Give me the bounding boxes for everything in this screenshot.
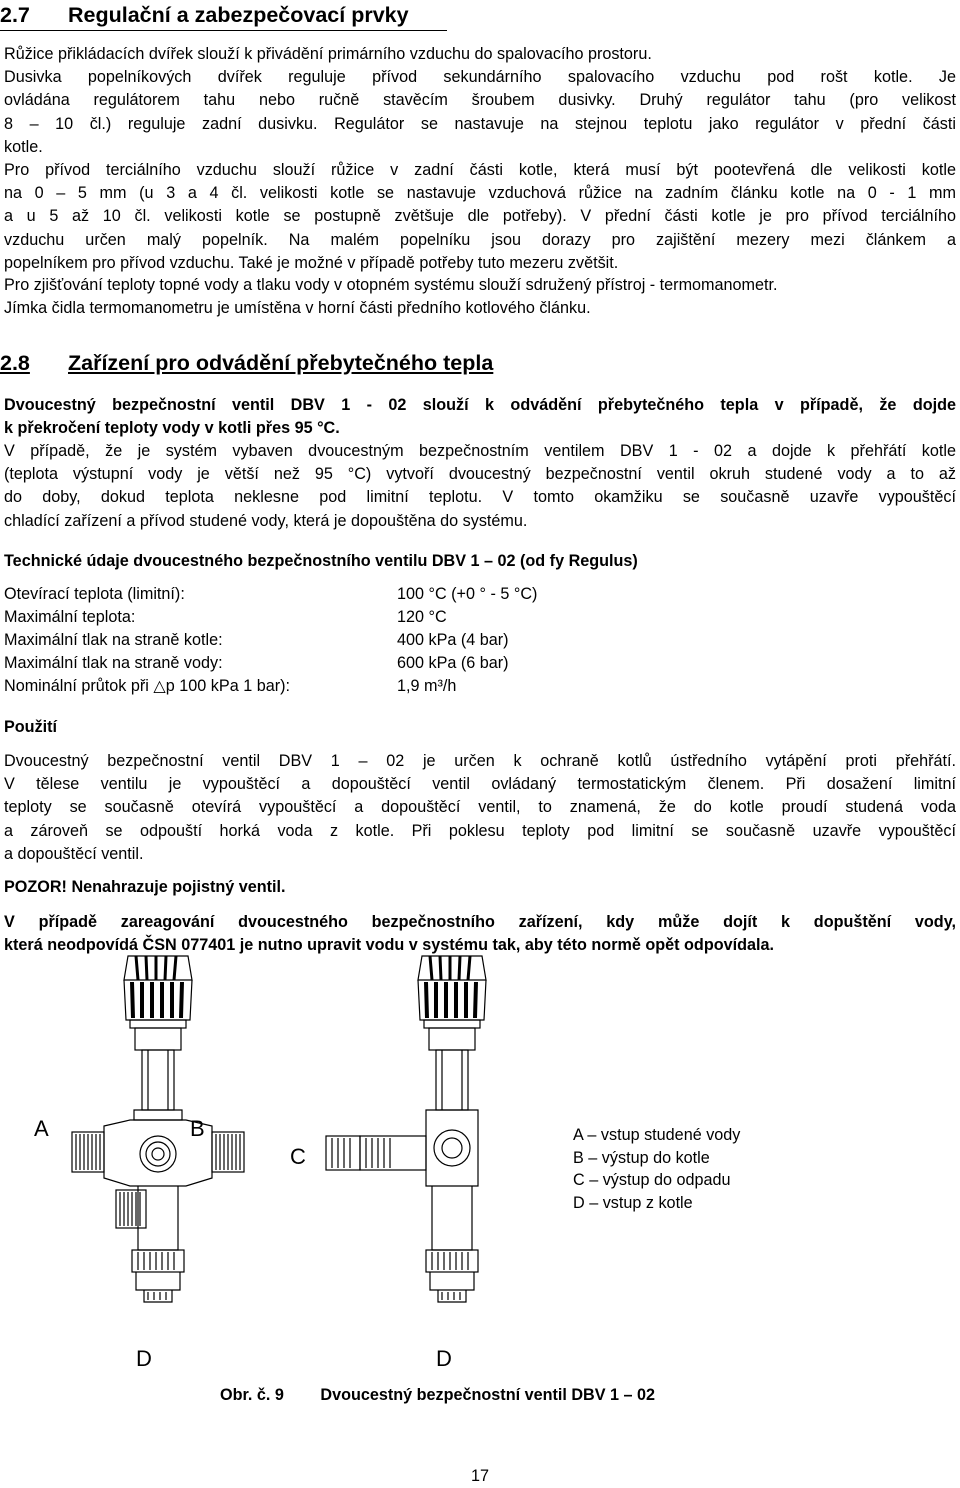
figure-caption	[220, 1384, 655, 1407]
caption-number: Obr. č. 9	[220, 1386, 284, 1404]
section-title: Zařízení pro odvádění přebytečného tepla	[68, 351, 494, 375]
spec-row	[4, 675, 604, 698]
paragraph-primary-air	[4, 43, 956, 159]
figure-label-c: C	[290, 1144, 306, 1169]
figure-legend	[573, 1124, 740, 1214]
figure-label-b: B	[190, 1116, 205, 1141]
text-line: Dusivka popelníkových dvířek reguluje přívod sekundárního spalovacího vzduchu pod rošt kotle. Je	[4, 68, 956, 87]
text-line: teploty se současně otevírá vypouštěcí a dopouštěcí ventil, to znamená, že do kotle proudí studená voda	[4, 798, 956, 817]
legend-item: B – výstup do kotle	[573, 1148, 710, 1167]
spec-row	[4, 629, 604, 652]
legend-item: D – vstup z kotle	[573, 1193, 693, 1212]
valve-drawing	[20, 950, 560, 1380]
tech-data-heading: Technické údaje dvoucestného bezpečnostního ventilu DBV 1 – 02 (od fy Regulus)	[4, 552, 638, 570]
spec-label: Otevírací teplota (limitní):	[4, 585, 185, 603]
text-line: Dvoucestný bezpečnostní ventil DBV 1 – 02 je určen k ochraně kotlů ústředního vytápění proti přehřátí.	[4, 752, 956, 770]
text-line: a dopouštěcí ventil.	[4, 844, 144, 863]
text-line: 8 – 10 čl.) reguluje zadní dusivku. Regulátor se nastavuje na stejnou teplotu jako regulátor v přední části	[4, 114, 956, 133]
figure-label-d-left: D	[136, 1346, 152, 1371]
text-line: a u 5 až 10 čl. velikosti kotle se postupně zvětšuje dle potřeby). V přední části kotle je pro přívod terciálního	[4, 207, 956, 226]
legend-item: C – výstup do odpadu	[573, 1171, 731, 1190]
text-line: na 0 – 5 mm (u 3 a 4 čl. velikosti kotle se nastavuje vzduchová růžice na zadním článku kotle na 0 - 1 mm	[4, 184, 956, 203]
text-line: Jímka čidla termomanometru je umístěna v horní části předního kotlového článku.	[4, 299, 591, 318]
figure-label-d-right: D	[436, 1346, 452, 1371]
paragraph-usage	[4, 750, 956, 866]
spec-value: 100 °C (+0 ° - 5 °C)	[397, 585, 538, 603]
text-line: Pro přívod terciálního vzduchu slouží růžice v zadní části kotle, která musí být pootevřená dle velikosti kotle	[4, 161, 956, 179]
text-line: vzduchu určen malý popelník. Na malém popelníku jsou dorazy pro zajištění mezery mezi článkem a	[4, 230, 956, 249]
section-number: 2.8	[0, 351, 30, 375]
section-heading-2-7	[0, 2, 460, 28]
text-line: ovládána regulátorem tahu nebo ručně stavěcím šroubem dusivky. Druhý regulátor tahu (pro velikost	[4, 91, 956, 110]
paragraph-valve-function	[4, 440, 956, 533]
page-number: 17	[470, 1467, 489, 1485]
section-title: Regulační a zabezpečovací prvky	[68, 3, 409, 27]
text-line: popelníkem pro přívod vzduchu. Také je možné v případě potřeby tuto mezeru zvětšit.	[4, 253, 619, 272]
text-line: (teplota výstupní vody je větší než 95 °C) vytvoří dvoucestný bezpečnostní ventil okruh studené vody a to až	[4, 465, 956, 484]
spec-row	[4, 583, 604, 606]
text-line: chladící zařízení a přívod studené vody, která je dopouštěna do systému.	[4, 511, 528, 530]
text-line: V případě zareagování dvoucestného bezpečnostního zařízení, kdy může dojít k dopuštění vody,	[4, 913, 956, 931]
spec-row	[4, 606, 604, 629]
text-line: a zároveň se odpouští horká voda z kotle. Při poklesu teploty pod limitní se současně uzavře vypouštěcí	[4, 821, 956, 840]
warning-text: POZOR! Nenahrazuje pojistný ventil.	[4, 878, 286, 896]
spec-value: 400 kPa (4 bar)	[397, 631, 509, 649]
paragraph-valve-intro	[4, 394, 956, 440]
legend-item: A – vstup studené vody	[573, 1126, 741, 1144]
text-line: Dvoucestný bezpečnostní ventil DBV 1 - 02 slouží k odvádění přebytečného tepla v případě, že dojde	[4, 396, 956, 414]
section-number: 2.7	[0, 3, 30, 27]
caption-text: Dvoucestný bezpečnostní ventil DBV 1 – 02	[320, 1386, 656, 1404]
spec-label: Maximální teplota:	[4, 608, 136, 626]
usage-heading: Použití	[4, 718, 58, 736]
figure-label-a: A	[34, 1116, 49, 1141]
text-line: kotle.	[4, 137, 43, 156]
text-line: která neodpovídá ČSN 077401 je nutno upravit vodu v systému tak, aby této normě opět odpovídala.	[4, 936, 774, 955]
section-heading-2-8	[0, 350, 493, 376]
text-line: V případě, že je systém vybaven dvoucestným bezpečnostním ventilem DBV 1 - 02 a dojde k přehřátí kotle	[4, 442, 956, 460]
text-line: V tělese ventilu je vypouštěcí a dopouštěcí ventil ovládaný termostatickým členem. Při dosažení limitní	[4, 775, 956, 794]
spec-value: 600 kPa (6 bar)	[397, 654, 509, 672]
spec-row	[4, 652, 604, 675]
spec-label: Nominální průtok při △p 100 kPa 1 bar):	[4, 677, 290, 695]
text-line: do doby, dokud teplota neklesne pod limitní teplotu. V tomto okamžiku se současně uzavře vypouštěcí	[4, 488, 956, 507]
heading-rule	[0, 30, 447, 31]
paragraph-thermomanometer	[4, 274, 956, 320]
spec-label: Maximální tlak na straně vody:	[4, 654, 223, 672]
text-line: Pro zjišťování teploty topné vody a tlaku vody v otopném systému slouží sdružený přístroj - termomanometr.	[4, 276, 778, 294]
paragraph-tertiary-air	[4, 159, 956, 275]
text-line: k překročení teploty vody v kotli přes 95 °C.	[4, 419, 340, 438]
spec-value: 120 °C	[397, 608, 447, 626]
text-line: Růžice přikládacích dvířek slouží k přivádění primárního vzduchu do spalovacího prostoru.	[4, 45, 652, 63]
spec-value: 1,9 m³/h	[397, 677, 457, 695]
spec-label: Maximální tlak na straně kotle:	[4, 631, 223, 649]
